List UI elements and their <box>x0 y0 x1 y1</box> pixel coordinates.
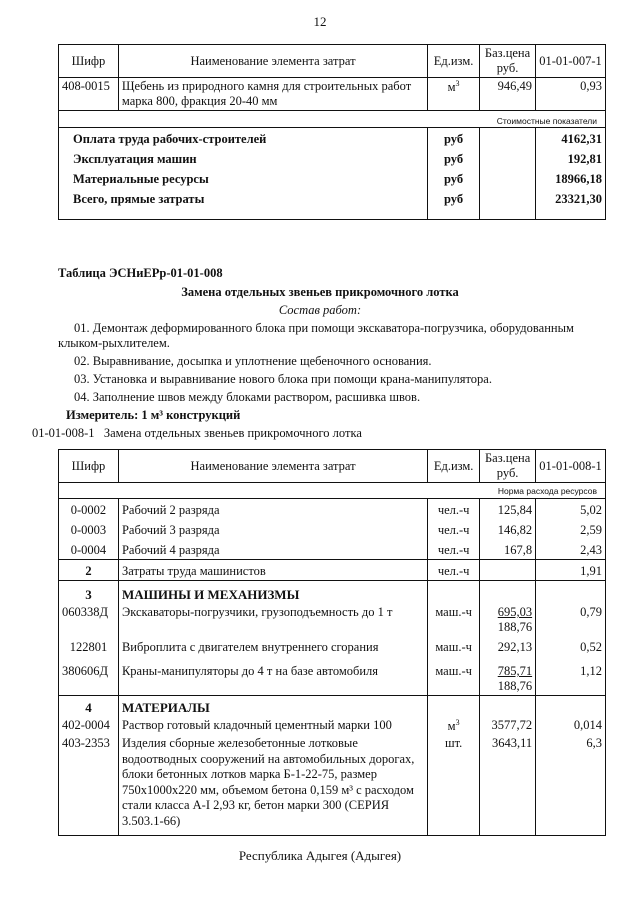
table-2-header <box>59 450 606 483</box>
cost-row: Материальные ресурсы руб 18966,18 <box>59 168 606 188</box>
section-subtitle: Состав работ: <box>278 303 362 317</box>
col-price: Баз.цена руб. <box>480 450 536 483</box>
cost-row: Оплата труда рабочих-строителей руб 4162,31 <box>59 128 606 149</box>
table-row: 2 Затраты труда машинистов чел.-ч 1,91 <box>59 560 606 581</box>
measure: Измеритель: 1 м³ конструкций <box>66 408 241 422</box>
table-title: Таблица ЭСНиЕРр-01-01-008 <box>58 266 223 280</box>
table-1 <box>58 44 606 220</box>
col-unit: Ед.изм. <box>428 45 480 78</box>
cost-row: Всего, прямые затраты руб 23321,30 <box>59 188 606 220</box>
col-name: Наименование элемента затрат <box>118 450 427 483</box>
col-code: Шифр <box>59 45 119 78</box>
section-label-row: Стоимостные показатели <box>59 111 606 128</box>
page-footer: Республика Адыгея (Адыгея) <box>238 848 402 863</box>
norm-label-row: Норма расхода ресурсов <box>59 483 606 499</box>
step-1: 01. Демонтаж деформированного блока при помощи экскаватора-погрузчика, оборудованным клыком-рыхлителем. <box>58 321 574 350</box>
step-4: 04. Заполнение швов между блоками раствором, расшивка швов. <box>74 390 421 404</box>
table-row: 380606Д Краны-манипуляторы до 4 т на базе автомобиля маш.-ч 785,71 188,76 1,12 <box>59 656 606 696</box>
group-header-row: 4 МАТЕРИАЛЫ <box>59 696 606 718</box>
table-row: 403-2353 Изделия сборные железобетонные лотковые водоотводных сооружений на автомобильных дорогах, блоки бетонных лотков марка Б-1-22-75, размер 750x1000x220 мм, объемом бетона 0,159 м³ с расходом стали класса А-I 2,93 кг, бетон марки 300 (СЕРИЯ 3.503.1-66) шт. 3643,11 6,3 <box>59 735 606 836</box>
table-row: 402-0004 Раствор готовый кладочный цементный марки 100 $м^3$ 3577,72 0,014 <box>59 717 606 735</box>
page-number: 12 <box>313 14 327 29</box>
col-code: Шифр <box>59 450 119 483</box>
table-row: 0-0004 Рабочий 4 разряда чел.-ч 167,8 2,43 <box>59 539 606 560</box>
table-row: 122801 Виброплита с двигателем внутреннего сгорания маш.-ч 292,13 0,52 <box>59 636 606 656</box>
col-name: Наименование элемента затрат <box>118 45 427 78</box>
section-title: Замена отдельных звеньев прикромочного лотка <box>181 285 459 299</box>
group-header-row: 3 МАШИНЫ И МЕХАНИЗМЫ <box>59 581 606 605</box>
col-value: 01-01-008-1 <box>536 450 606 483</box>
step-3: 03. Установка и выравнивание нового блока при помощи крана-манипулятора. <box>74 372 492 386</box>
col-price: Баз.цена руб. <box>480 45 536 78</box>
code-line: 01-01-008-1 Замена отдельных звеньев прикромочного лотка <box>32 426 362 440</box>
cost-row: Эксплуатация машин руб 192,81 <box>59 148 606 168</box>
table-row: 0-0002 Рабочий 2 разряда чел.-ч 125,84 5,02 <box>59 499 606 520</box>
col-unit: Ед.изм. <box>428 450 480 483</box>
table-1-header <box>59 45 606 78</box>
table-row: 060338Д Экскаваторы-погрузчики, грузоподъемность до 1 т маш.-ч 695,03 188,76 0,79 <box>59 604 606 636</box>
step-2: 02. Выравнивание, досыпка и уплотнение щебеночного основания. <box>74 354 432 368</box>
table-row: 0-0003 Рабочий 3 разряда чел.-ч 146,82 2,59 <box>59 519 606 539</box>
table-row: 408-0015 Щебень из природного камня для строительных работ марка 800, фракция 20-40 мм $м^3$ 946,49 0,93 <box>59 78 606 111</box>
table-2 <box>58 449 606 836</box>
col-value: 01-01-007-1 <box>536 45 606 78</box>
